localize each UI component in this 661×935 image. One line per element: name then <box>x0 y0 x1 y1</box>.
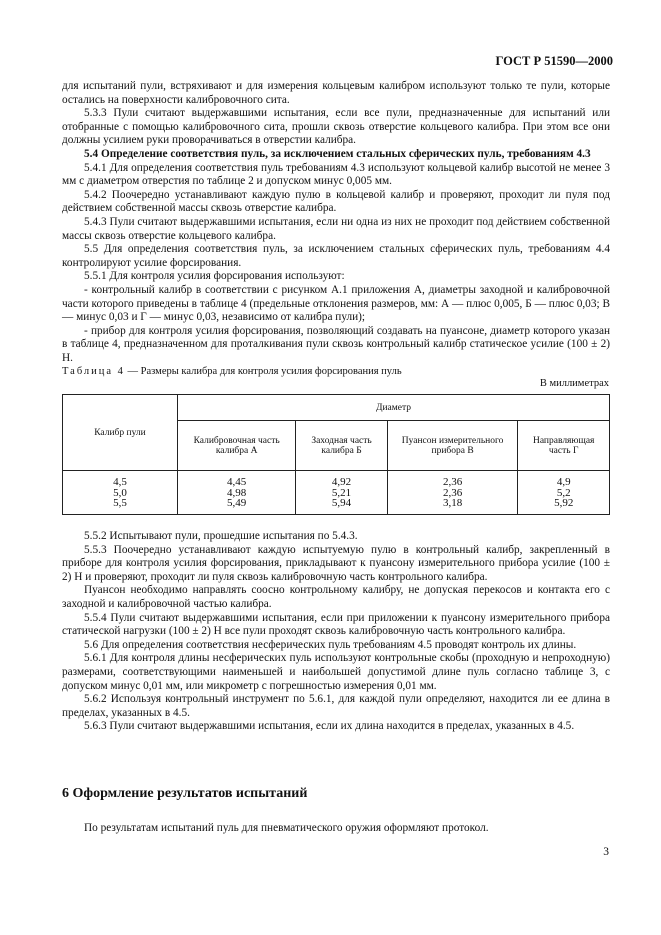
table-value: 5,0 <box>113 486 127 499</box>
column-header-b: Заходная часть калибра Б <box>296 421 388 471</box>
subsection-heading: 5.4 Определение соответствия пуль, за исключением стальных сферических пуль, требованиям 4.3 <box>84 147 591 160</box>
paragraph: 5.6.3 Пули считают выдержавшими испытания, если их длина находится в пределах, указанных в 4.5. <box>84 720 575 733</box>
section-6-heading: 6 Оформление результатов испытаний <box>62 786 308 801</box>
table-caption-text: — Размеры калибра для контроля усилия форсирования пуль <box>127 366 402 377</box>
table-value: 5,21 <box>331 486 352 499</box>
table-value: 4,9 <box>556 476 571 488</box>
paragraph: 5.4.3 Пули считают выдержавшими испытания, если ни одна из них не проходит под действием собственной массы сквозь отверстие кольцевого калибра. <box>62 215 610 242</box>
table-value: 4,98 <box>227 486 247 499</box>
table-cell-a <box>178 471 296 515</box>
body-text-bottom <box>62 530 610 734</box>
table-value: 5,5 <box>113 497 127 509</box>
table-units: В миллиметрах <box>539 378 609 389</box>
paragraph: 5.6 Для определения соответствия несферических пуль требованиям 4.5 проводят контроль их длины. <box>84 638 577 651</box>
paragraph: - контрольный калибр в соответствии с рисунком А.1 приложения А, диаметры заходной и калибровочной части которого приведены в таблице 4 (предельные отклонения размеров, мм: А — плюс 0,005, Б — плюс 0,03; В — минус 0,03 и Г — минус 0,03, независимо от калибра пули); <box>62 283 610 324</box>
table-cell-g <box>518 471 610 515</box>
paragraph: 5.4.2 Поочередно устанавливают каждую пулю в кольцевой калибр и проверяют, проходит ли пуля под действием собственной массы сквозь отверстие калибра. <box>62 188 610 215</box>
table-value: 5,2 <box>556 486 571 499</box>
table-value: 4,45 <box>227 476 247 488</box>
section-6-text: По результатам испытаний пуль для пневматического оружия оформляют протокол. <box>84 822 489 834</box>
table-value: 5,49 <box>227 497 247 509</box>
paragraph: 5.6.2 Используя контрольный инструмент по 5.6.1, для каждой пули определяют, находится ли ее длина в пределах, указанных в 4.5. <box>62 693 610 719</box>
column-header-caliber: Калибр пули <box>63 395 178 471</box>
page-number: 3 <box>603 846 609 858</box>
table-caption-label: Таблица 4 <box>62 366 125 377</box>
table-value: 5,94 <box>331 497 352 509</box>
paragraph: 5.5.1 Для контроля усилия форсирования используют: <box>84 270 345 283</box>
paragraph: 5.6.1 Для контроля длины несферических пуль используют контрольные скобы (проходную и непроходную) размерами, соответствующими наименьшей и наибольшей допустимой длине пуль согласно таблице 3, с допуском минус 0,01 мм, или микрометр с погрешностью измерения 0,01 мм. <box>62 652 610 692</box>
document-code-header: ГОСТ Р 51590—2000 <box>495 54 613 68</box>
calibre-dimensions-table <box>62 394 610 515</box>
table-value: 2,36 <box>442 476 463 488</box>
paragraph: 5.3.3 Пули считают выдержавшими испытания, если все пули, предназначенные для испытаний или отобранные с помощью калибровочного сита, прошли сквозь отверстие кольцевого калибра. При этом все они должны усилием руки проворачиваться в отверстии калибра. <box>62 107 610 147</box>
paragraph: для испытаний пули, встряхивают и для измерения кольцевым калибром используют только те пули, которые остались на поверхности калибровочного сита. <box>62 80 610 106</box>
paragraph: 5.5.2 Испытывают пули, прошедшие испытания по 5.4.3. <box>84 530 358 542</box>
paragraph: 5.5 Для определения соответствия пуль, за исключением стальных сферических пуль, требованиям 4.4 контролируют усилие форсирования. <box>62 243 610 269</box>
column-header-g: Направляющая часть Г <box>518 421 610 471</box>
column-header-v: Пуансон измерительного прибора В <box>387 421 518 471</box>
table-value: 4,92 <box>331 476 352 488</box>
table-value: 2,36 <box>442 486 463 499</box>
table-value: 3,18 <box>442 497 463 509</box>
body-text-top <box>62 80 610 365</box>
paragraph: Пуансон необходимо направлять соосно контрольному калибру, не допуская перекосов и контакта его с заходной и калибровочной частью калибра. <box>62 584 610 610</box>
table-cell-b <box>296 471 388 515</box>
table-caption <box>62 366 402 377</box>
paragraph: 5.4.1 Для определения соответствия пуль требованиям 4.3 используют кольцевой калибр высотой не менее 3 мм с диаметром отверстия по таблице 2 и допуском минус 0,005 мм. <box>62 161 610 188</box>
paragraph: 5.5.3 Поочередно устанавливают каждую испытуемую пулю в контрольный калибр, закрепленный в приборе для контроля усилия форсирования, прикладывают к пуансону измерительного прибора усилие (100 ± 2) Н и проверяют, проходит ли пуля сквозь калибровочную часть контрольного калибра. <box>62 543 610 583</box>
column-header-diameter: Диаметр <box>178 395 610 421</box>
column-header-a: Калибровочная часть калибра А <box>178 421 296 471</box>
paragraph: 5.5.4 Пули считают выдержавшими испытания, если при приложении к пуансону измерительного прибора статической нагрузки (100 ± 2) Н все пули проходят сквозь калибровочную часть контрольного калибра. <box>62 611 610 638</box>
table-value: 4,5 <box>113 476 127 488</box>
table-value: 5,92 <box>554 497 574 509</box>
table-cell-v <box>387 471 518 515</box>
paragraph: - прибор для контроля усилия форсирования, позволяющий создавать на пуансоне, диаметр которого указан в таблице 4, предназначенном для проталкивания пули сквозь контрольный калибр статическое усилие (100 ± 2) Н. <box>62 324 610 364</box>
table-cell-caliber <box>63 471 178 515</box>
